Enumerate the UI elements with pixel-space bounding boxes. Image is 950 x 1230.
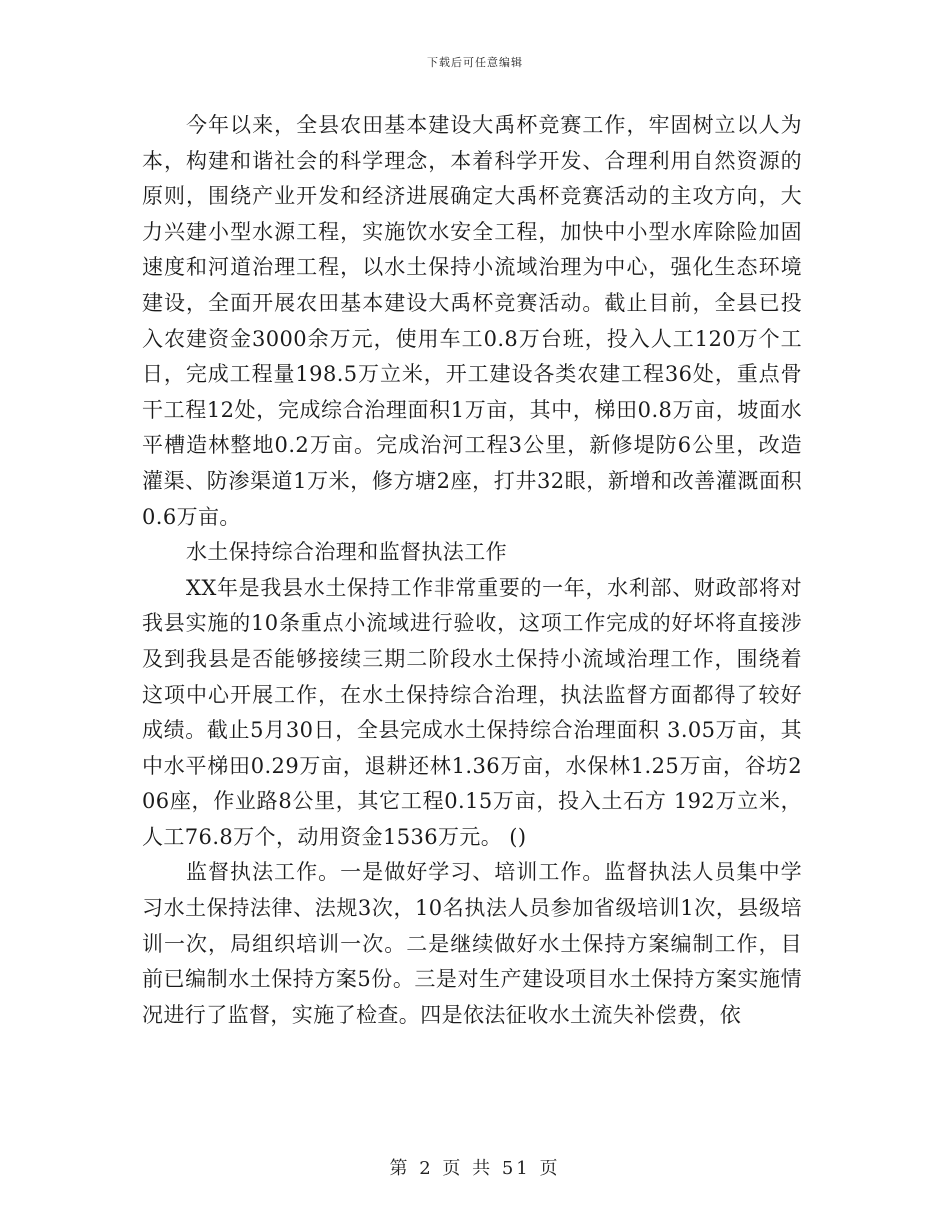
page-header: 下载后可任意编辑 — [427, 56, 523, 69]
paragraph-soil-conservation: XX年是我县水土保持工作非常重要的一年，水利部、财政部将对我县实施的10条重点小流域进行验收，这项工作完成的好坏将直接涉及到我县是否能够接续三期二阶段水土保持小流域治理工作，围绕着这项中心开展工作，在水土保持综合治理，执法监督方面都得了较好成绩。截止5月30日，全县完成水土保持综合治理面积 3.05万亩，其中水平梯田0.29万亩，退耕还林1.36万亩，水保林1.25万亩，谷坊206座，作业路8公里，其它工程0.15万亩，投入土石方 192万立米，人工76.8万个，动用资金1536万元。 () — [142, 575, 802, 849]
paragraph-farmland-construction: 今年以来，全县农田基本建设大禹杯竞赛工作，牢固树立以人为本，构建和谐社会的科学理念，本着科学开发、合理利用自然资源的原则，围绕产业开发和经济进展确定大禹杯竞赛活动的主攻方向，大力兴建小型水源工程，实施饮水安全工程，加快中小型水库除险加固速度和河道治理工程，以水土保持小流域治理为中心，强化生态环境建设，全面开展农田基本建设大禹杯竞赛活动。截止目前，全县已投入农建资金3000余万元，使用车工0.8万台班，投入人工120万个工日，完成工程量198.5万立米，开工建设各类农建工程36处，重点骨干工程12处，完成综合治理面积1万亩，其中，梯田0.8万亩，坡面水平槽造林整地0.2万亩。完成治河工程3公里，新修堤防6公里，改造灌渠、防渗渠道1万米，修方塘2座，打井32眼，新增和改善灌溉面积0.6万亩。 — [142, 113, 802, 529]
document-body — [142, 108, 802, 1033]
section-heading-soil-conservation: 水土保持综合治理和监督执法工作 — [186, 540, 507, 565]
paragraph-supervision: 监督执法工作。一是做好学习、培训工作。监督执法人员集中学习水土保持法律、法规3次，10名执法人员参加省级培训1次，县级培训一次，局组织培训一次。二是继续做好水土保持方案编制工作，目前已编制水土保持方案5份。三是对生产建设项目水土保持方案实施情况进行了监督，实施了检查。四是依法征收水土流失补偿费，依 — [142, 860, 802, 1027]
page-number-footer: 第 2 页 共 51 页 — [389, 1158, 561, 1179]
